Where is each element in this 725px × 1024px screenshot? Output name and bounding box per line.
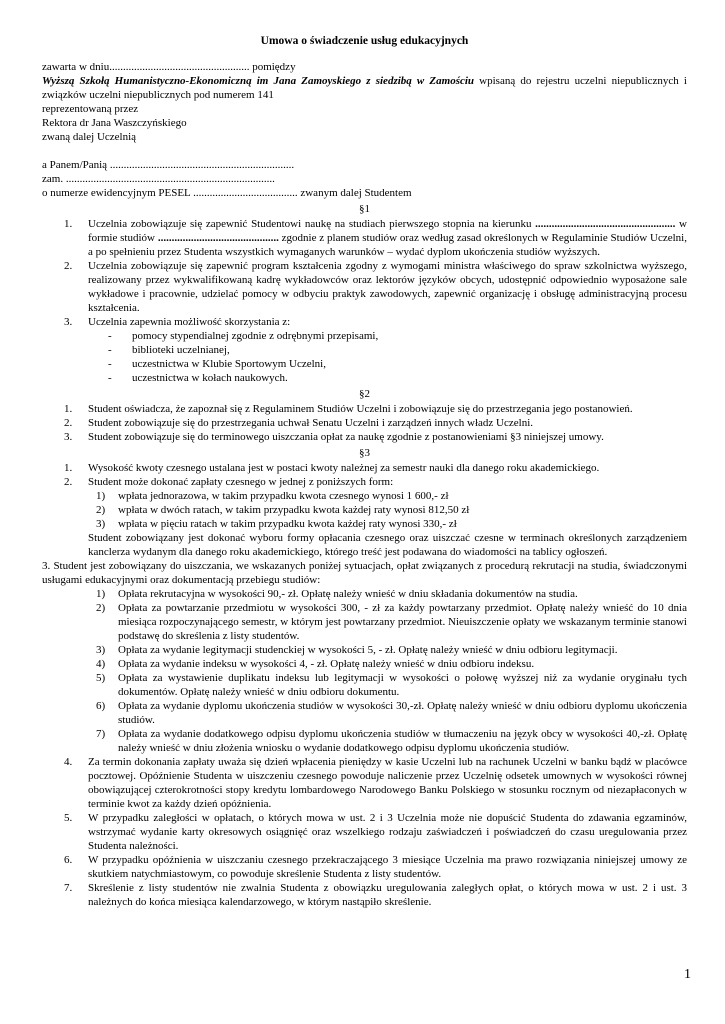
fee-item: 1) Opłata rekrutacyjna w wysokości 90,- zł. Opłatę należy wnieść w dniu składania dokumentów na studia. (96, 588, 578, 600)
s1-item-1: 1. Uczelnia zobowiązuje się zapewnić Studentowi naukę na studiach pierwszego stopnia na kierunku ................................................... w formie studiów ............................................ zgodnie z planem studiów oraz według zasad określonych w Regulaminie Studiów Uczelni, a po spełnieniu przez Studenta wszystkich wymaganych warunków – wydać dyplom ukończenia studiów wyższych. (64, 218, 687, 258)
s2-item-3: 3. Student zobowiązuje się do terminowego uiszczania opłat za naukę zgodnie z postanowieniami §3 niniejszej umowy. (64, 431, 604, 443)
s1-benefit: - pomocy stypendialnej zgodnie z odrębnymi przepisami, (108, 330, 379, 342)
s3-item-4: 4. Za termin dokonania zapłaty uważa się dzień wpłacenia pieniędzy w kasie Uczelni lub na rachunek Uczelni w banku bądź w placówce pocztowej. Opóźnienie Studenta w uiszczeniu czesnego powoduje naliczenie przez Uczelnię odsetek umownych w wysokości równej obowiązującej czterokrotności stopy kredytu lombardowego Narodowego Banku Polskiego w stosunku rocznym od niezapłaconych w terminie kwot za każdy dzień opóźnienia. (64, 756, 687, 810)
section-2-heading: §2 (359, 388, 370, 400)
s3-item-7: 7. Skreślenie z listy studentów nie zwalnia Studenta z obowiązku uregulowania zaległych opłat, o których mowa w ust. 2 i ust. 3 należnych do końca miesiąca kalendarzowego, w którym nastąpiło skreślenie. (64, 882, 687, 908)
university-register: wpisaną do rejestru uczelni niepublicznych i związków uczelni niepublicznych pod numerem 141 (42, 75, 687, 101)
fee-item: 3) Opłata za wydanie legitymacji studenckiej w wysokości 5, - zł. Opłatę należy wnieść w dniu odbioru legitymacji. (96, 644, 618, 656)
payment-form: 1) wpłata jednorazowa, w takim przypadku kwota czesnego wynosi 1 600,- zł (96, 490, 449, 502)
document-title: Umowa o świadczenie usług edukacyjnych (260, 35, 469, 47)
s3-item-6: 6. W przypadku opóźnienia w uiszczaniu czesnego przekraczającego 3 miesiące Uczelnia ma prawo rozwiązania niniejszej umowy ze skutkiem natychmiastowym, co powoduje skreślenie Studenta z listy studentów. (64, 854, 687, 880)
university-line (42, 74, 687, 102)
rector-line: Rektora dr Jana Waszczyńskiego (42, 117, 187, 129)
s1-benefit: - uczestnictwa w Klubie Sportowym Uczelni, (108, 358, 326, 370)
payment-form: 3) wpłata w pięciu ratach w takim przypadku kwota każdej raty wynosi 330,- zł (96, 518, 457, 530)
student-name-line: a Panem/Panią ................................................................... (42, 159, 295, 171)
s1-benefit: - uczestnictwa w kołach naukowych. (108, 372, 288, 384)
s3-item-2: 2. Student może dokonać zapłaty czesnego w jednej z poniższych form: (64, 476, 394, 488)
field-of-study-blank: ................................................... (535, 218, 676, 230)
study-form-blank: ............................................ (157, 232, 279, 244)
section-1-heading: §1 (359, 203, 370, 215)
s3-item-1: 1. Wysokość kwoty czesnego ustalana jest w postaci kwoty należnej za semestr nauki dla danego roku akademickiego. (64, 462, 600, 474)
s1-benefit: - biblioteki uczelnianej, (108, 344, 230, 356)
called-university-line: zwaną dalej Uczelnią (42, 131, 137, 143)
s2-item-2: 2. Student zobowiązuje się do przestrzegania uchwał Senatu Uczelni i zarządzeń innych władz Uczelni. (64, 417, 534, 429)
fee-item: 7) Opłata za wydanie dodatkowego odpisu dyplomu ukończenia studiów w tłumaczeniu na język obcy w wysokości 40,-zł. Opłatę należy wnieść w dniu złożenia wniosku o wydanie dodatkowego odpisu dyplomu ukończenia studiów. (96, 728, 687, 754)
address-line: zam. ............................................................................ (42, 173, 275, 185)
s1-item-2: 2. Uczelnia zobowiązuje się zapewnić program kształcenia zgodny z wymogami ministra właściwego do spraw szkolnictwa wyższego, realizowany przez wykwalifikowaną kadrę wykładowców oraz lektorów języków obcych, udostępnić odpowiednio wyposażone sale wykładowe i pracownie, udzielać pomocy w odbyciu praktyk zawodowych, zapewnić organizację i obsługę administracyjną procesu kształcenia. (64, 260, 687, 314)
parties-block (42, 60, 687, 200)
pesel-line: o numerze ewidencyjnym PESEL ...................................... zwanym dalej Studentem (42, 187, 412, 199)
section-3-heading: §3 (359, 447, 370, 459)
s3-item-5: 5. W przypadku zaległości w opłatach, o których mowa w ust. 2 i 3 Uczelnia może nie dopuścić Studenta do zdawania egzaminów, wstrzymać wydanie karty okresowych osiągnięć oraz wszelkiego rodzaju zaświadczeń i poświadczeń do czasu uregulowania przez Studenta należności. (64, 812, 687, 852)
s1-item-3: 3. Uczelnia zapewnia możliwość skorzystania z: (64, 316, 291, 328)
fee-item: 2) Opłata za powtarzanie przedmiotu w wysokości 300, - zł za każdy powtarzany przedmiot. Opłatę należy wnieść do 10 dnia miesiąca rozpoczynającego semestr, w którym jest powtarzany przedmiot. Nieuiszczenie opłaty we wskazanym terminie stanowi podstawę do skreślenia z listy studentów. (96, 602, 687, 642)
university-name: Wyższą Szkołą Humanistyczno-Ekonomiczną im Jana Zamoyskiego z siedzibą w Zamościu (42, 75, 475, 87)
concluded-line: zawarta w dniu................................................... pomiędzy (42, 61, 296, 73)
fee-item: 4) Opłata za wydanie indeksu w wysokości 4, - zł. Opłatę należy wnieść w dniu odbioru indeksu. (96, 658, 535, 670)
payment-form: 2) wpłata w dwóch ratach, w takim przypadku kwota każdej raty wynosi 812,50 zł (96, 504, 470, 516)
fee-item: 6) Opłata za wydanie dyplomu ukończenia studiów w wysokości 30,-zł. Opłatę należy wnieść w dniu odbioru dyplomu ukończenia studiów. (96, 700, 687, 726)
fee-item: 5) Opłata za wystawienie duplikatu indeksu lub legitymacji w wysokości o połowę wyższej niż za wydanie oryginału tych dokumentów. Opłatę należy wnieść w dniu odbioru dokumentu. (96, 672, 687, 698)
s2-item-1: 1. Student oświadcza, że zapoznał się z Regulaminem Studiów Uczelni i zobowiązuje się do przestrzegania jego postanowień. (64, 403, 633, 415)
document-page (42, 34, 687, 909)
page-number: 1 (684, 967, 691, 982)
represented-line: reprezentowaną przez (42, 103, 139, 115)
payment-choice-paragraph: Student zobowiązany jest dokonać wyboru formy opłacania czesnego oraz uiszczać czesne w terminach określonych zarządzeniem kanclerza wydanym dla danego roku akademickiego, którego treść jest podawana do wiadomości na tablicy ogłoszeń. (88, 532, 687, 558)
s3-item-3: 3. Student jest zobowiązany do uiszczania, we wskazanych poniżej sytuacjach, opłat związanych z procedurą rekrutacji na studia, świadczonymi usługami edukacyjnymi oraz dokumentacją przebiegu studiów: (42, 560, 687, 586)
